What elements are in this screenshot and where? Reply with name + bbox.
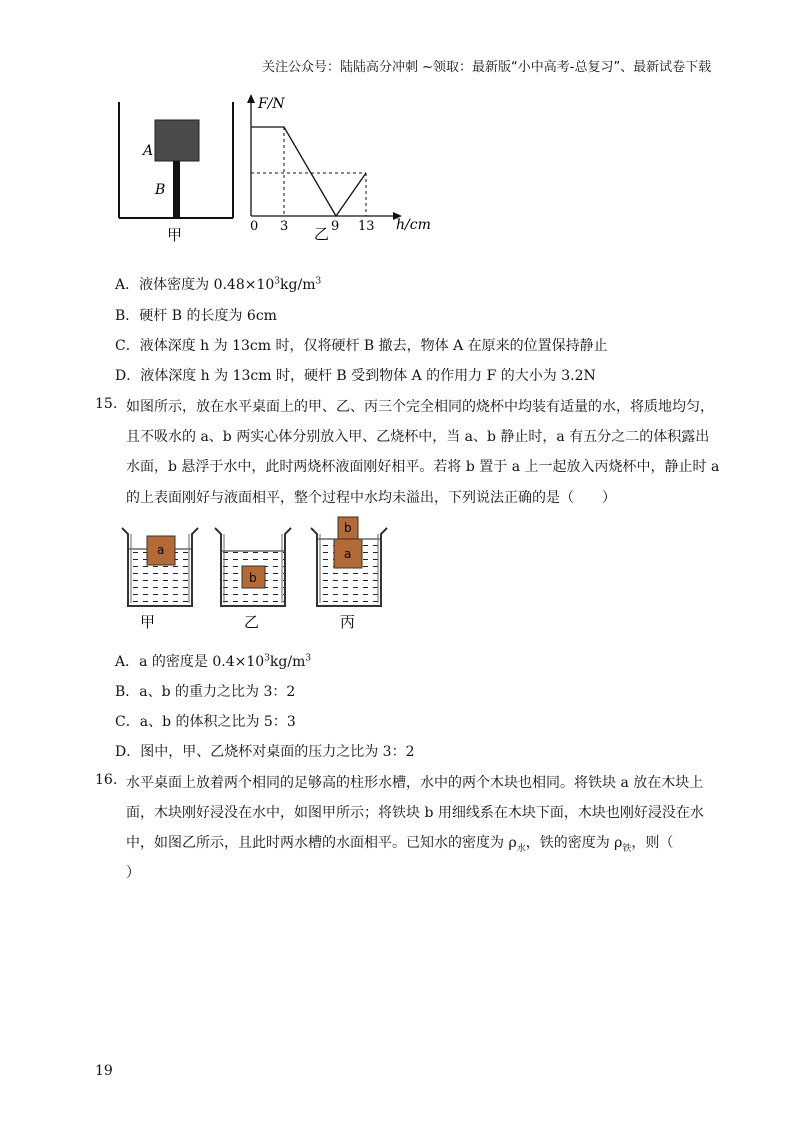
figure-caption-yi: 乙	[314, 225, 330, 242]
y-axis-label: F/N	[258, 96, 285, 112]
q15-option-d: D．图中，甲、乙烧杯对桌面的压力之比为 3：2	[115, 744, 415, 760]
q15-line-2: 且不吸水的 a、b 两实心体分别放入甲、乙烧杯中，当 a、b 静止时，a 有五分之二的体积露出	[126, 429, 710, 445]
tick-0: 0	[250, 219, 259, 234]
beaker-caption-jia: 甲	[140, 613, 156, 631]
tick-13: 13	[358, 219, 375, 234]
page-number: 19	[95, 1063, 113, 1079]
svg-text:b: b	[249, 571, 257, 585]
q16-line-4: ）	[126, 865, 140, 881]
q14-option-c: C．液体深度 h 为 13cm 时，仅将硬杆 B 撤去，物体 A 在原来的位置保持静止	[115, 338, 608, 354]
q16-line-3: 中，如图乙所示，且此时两水槽的水面相平。已知水的密度为 $\rho_水$，铁的密度为 $\rho_铁$，则（	[126, 835, 674, 854]
q15-line-4: 的上表面刚好与液面相平，整个过程中水均未溢出，下列说法正确的是（ ）	[126, 490, 616, 506]
beaker-caption-bing: 丙	[340, 613, 356, 631]
beaker-yi	[215, 528, 291, 631]
q15-option-b: B．a、b 的重力之比为 3：2	[115, 684, 296, 700]
q15-option-c: C．a、b 的体积之比为 5：3	[115, 714, 296, 730]
q16-line-2: 面，木块刚好浸没在水中，如图甲所示；将铁块 b 用细线系在木块下面，木块也刚好浸没在水	[126, 805, 704, 821]
q14-option-a: A．液体密度为 $0.48\times 10^3kg/m^3$	[115, 276, 322, 293]
page-header: 关注公众号：陆陆高分冲刺 ~领取：最新版“小中高考-总复习”、最新试卷下载	[262, 60, 712, 75]
beaker-jia	[122, 528, 198, 631]
q15-line-1: 如图所示，放在水平桌面上的甲、乙、丙三个完全相同的烧杯中均装有适量的水，将质地均匀，	[126, 399, 714, 415]
beaker-caption-yi: 乙	[244, 613, 260, 631]
q15-beakers-figure	[112, 514, 402, 636]
force-curve	[251, 127, 366, 216]
svg-text:a: a	[157, 543, 165, 557]
q15-option-a: A．a 的密度是 $0.4\times 10^3kg/m^3$	[115, 653, 312, 670]
q15-line-3: 水面，b 悬浮于水中，此时两烧杯液面刚好相平。若将 b 置于 a 上一起放入丙烧杯中，静止时 a	[126, 459, 720, 475]
label-a: A	[143, 143, 154, 159]
q14-force-graph	[247, 94, 431, 242]
x-axis-label: h/cm	[396, 217, 431, 233]
tick-3: 3	[280, 219, 289, 234]
q16-line-1: 水平桌面上放着两个相同的足够高的柱形水槽，水中的两个木块也相同。将铁块 a 放在木块上	[126, 775, 704, 791]
q16-number: 16.	[95, 772, 118, 788]
svg-text:b: b	[344, 521, 352, 535]
q14-figure	[110, 92, 440, 242]
figure-caption-jia: 甲	[167, 226, 183, 242]
q14-container-diagram	[119, 102, 233, 242]
label-b: B	[155, 182, 166, 198]
q15-number: 15.	[95, 396, 118, 412]
beaker-bing	[311, 517, 387, 631]
q14-option-d: D．液体深度 h 为 13cm 时，硬杆 B 受到物体 A 的作用力 F 的大小为 3.2N	[115, 368, 596, 384]
svg-text:a: a	[344, 547, 352, 561]
object-a-block	[155, 120, 199, 161]
q14-option-b: B．硬杆 B 的长度为 6cm	[115, 308, 277, 324]
rod-b	[173, 161, 180, 218]
tick-9: 9	[331, 219, 340, 234]
